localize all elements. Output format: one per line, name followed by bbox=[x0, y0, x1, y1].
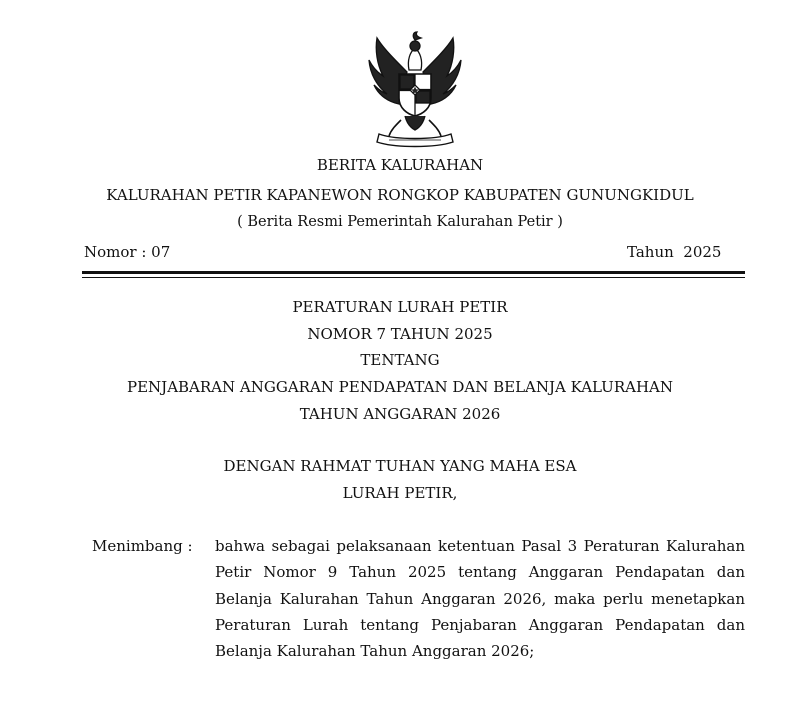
considering-label: Menimbang : bbox=[92, 537, 193, 555]
header-divider-thick bbox=[82, 271, 745, 274]
garuda-pancasila-emblem-icon bbox=[355, 30, 475, 150]
regulation-number: NOMOR 7 TAHUN 2025 bbox=[307, 325, 493, 343]
header-title: BERITA KALURAHAN bbox=[316, 156, 484, 174]
header-divider-thin bbox=[82, 277, 745, 278]
considering-text: bahwa sebagai pelaksanaan ketentuan Pasal 3 Peraturan Kalurahan Petir Nomor 9 Tahun 2025 tentang Anggaran Pendapatan dan Belanja Kalurahan Tahun Anggaran 2026, maka perlu menetapkan Peraturan Lurah tentang Penjabaran Anggaran Pendapatan dan Belanja Kalurahan Tahun Anggaran 2026; bbox=[215, 537, 745, 661]
header-caption: ( Berita Resmi Pemerintah Kalurahan Petir ) bbox=[237, 214, 563, 230]
regulation-subject: PENJABARAN ANGGARAN PENDAPATAN DAN BELANJA KALURAHAN bbox=[127, 378, 673, 396]
header-subtitle: KALURAHAN PETIR KAPANEWON RONGKOP KABUPATEN GUNUNGKIDUL bbox=[106, 186, 694, 204]
issue-year: Tahun 2025 bbox=[627, 243, 722, 261]
regulation-title: PERATURAN LURAH PETIR bbox=[292, 298, 508, 316]
regulation-about: TENTANG bbox=[360, 351, 440, 369]
regulation-fiscal-year: TAHUN ANGGARAN 2026 bbox=[299, 405, 501, 423]
regulation-invocation: DENGAN RAHMAT TUHAN YANG MAHA ESA bbox=[223, 457, 577, 475]
regulation-authority: LURAH PETIR, bbox=[342, 484, 458, 502]
issue-number: Nomor : 07 bbox=[84, 243, 171, 261]
